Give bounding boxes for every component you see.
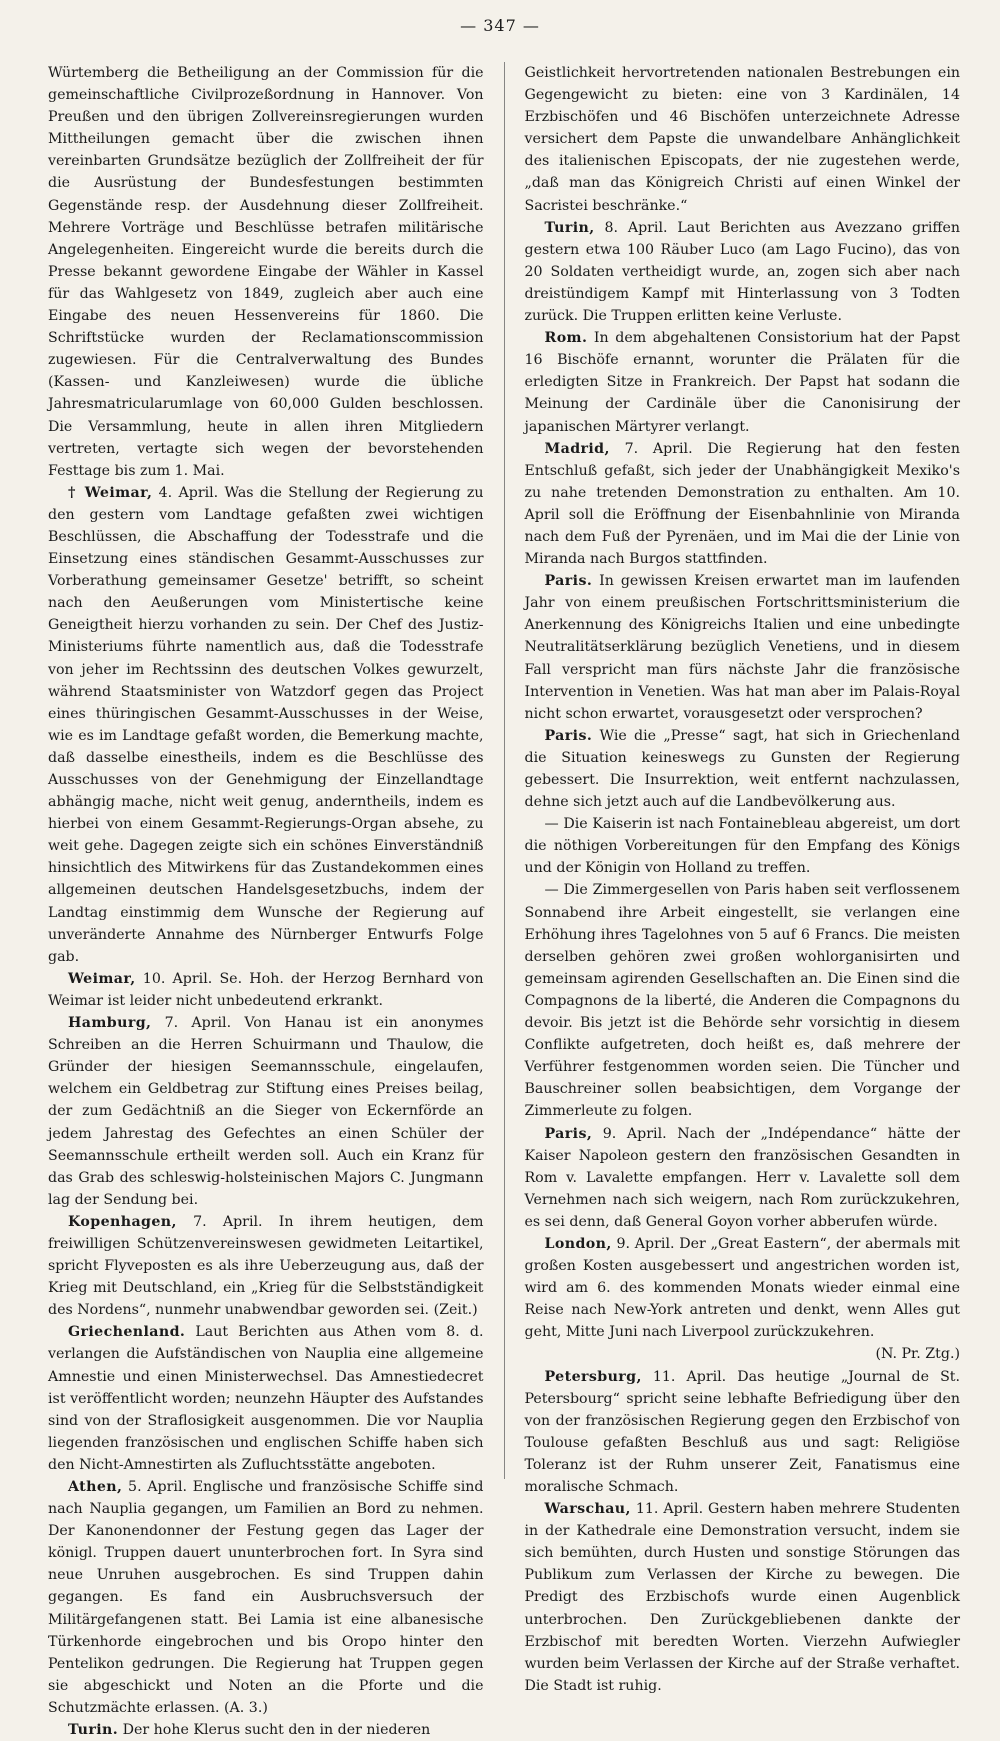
- paragraph-text: Laut Berichten aus Athen vom 8. d. verlangen die Aufständischen von Nauplia eine allgemeine Amnestie und einen Ministerwechsel. Das Amnestiedecret ist veröffentlicht worden; neunzehn Häupter des Aufstandes sind von der Straflosigkeit ausgenommen. Die vor Nauplia liegenden französischen und englischen Schiffe haben sich den Nicht-Amnestirten als Zufluchtsstätte angeboten.: [48, 1324, 484, 1473]
- news-paragraph: [525, 1123, 961, 1233]
- paragraph-text: 9. April. Nach der „Indépendance“ hätte der Kaiser Napoleon gestern den französischen Gesandten in Rom v. Lavalette empfangen. Herr v. Lavalette soll dem Vernehmen nach sich weigern, nach Rom zurückzukehren, es sei denn, daß General Goyon vorher abberufen würde.: [524, 1125, 960, 1230]
- paragraph-text: 11. April. Gestern haben mehrere Studenten in der Kathedrale eine Demonstration versucht, indem sie sich bemühten, durch Husten und sonstige Störungen das Publikum zum Verlassen der Kirche zu bewegen. Die Predigt des Erzbischofs wurde einen Augenblick unterbrochen. Den Zurückgebliebenen dankte der Erzbischof mit beredten Worten. Vierzehn Aufwiegler wurden beim Verlassen der Kirche auf der Straße verhaftet. Die Stadt ist ruhig.: [524, 1501, 960, 1694]
- dateline: Rom.: [544, 330, 588, 347]
- paragraph-text: (N. Pr. Ztg.): [875, 1346, 960, 1363]
- paragraph-text: 7. April. Von Hanau ist ein anonymes Schreiben an die Herren Schuirmann und Thaulow, die Gründer der hiesigen Seemannsschule, eingelaufen, welchem ein Geldbetrag zur Stiftung eines Preises beilag, der zum Gedächtniß an die Sieger von Eckernförde an jedem Jahrestag des Gefechtes an einen Schüler der Seemannsschule ertheilt werden soll. Auch ein Kranz für das Grab des schleswig-holsteinischen Majors C. Jungmann lag der Sendung bei.: [48, 1015, 484, 1208]
- dateline: Madrid,: [544, 440, 610, 457]
- news-paragraph: [525, 327, 961, 437]
- paragraph-text: — Die Zimmergesellen von Paris haben seit verflossenem Sonnabend ihre Arbeit eingestellt, sie verlangen eine Erhöhung ihres Tagelohnes von 5 auf 6 Francs. Die meisten derselben gehören zwei großen wohlorganisirten und gemeinsam agirenden Gesellschaften an. Die Einen sind die Compagnons de la liberté, die Anderen die Compagnons du devoir. Bis jetzt ist die Behörde sehr vorsichtig in diesem Conflikte aufgetreten, doch heißt es, daß mehrere der Verführer festgenommen worden seien. Die Tüncher und Bauschreiner sollen beabsichtigen, dem Vorgange der Zimmerleute zu folgen.: [524, 882, 960, 1120]
- news-paragraph: [48, 482, 484, 968]
- news-paragraph: [525, 1498, 961, 1697]
- paragraph-text: In dem abgehaltenen Consistorium hat der Papst 16 Bischöfe ernannt, worunter die Prälaten für die erledigten Sitze in Frankreich. Der Papst hat sodann die Meinung der Cardinäle über die Canonisirung der japanischen Märtyrer verlangt.: [524, 330, 960, 435]
- paragraph-text: Der hohe Klerus sucht den in der niederen: [118, 1722, 431, 1739]
- news-paragraph: [48, 62, 484, 482]
- paragraph-text: Wie die „Presse“ sagt, hat sich in Griechenland die Situation keineswegs zu Gunsten der Regierung gebessert. Die Insurrektion, weit entfernt nachzulassen, dehne sich jetzt auch auf die Landbevölkerung aus.: [524, 727, 960, 811]
- paragraph-text: 9. April. Der „Great Eastern“, der abermals mit großen Kosten ausgebessert und angestrichen worden ist, wird am 6. des kommenden Monats wieder einmal eine Reise nach New-York antreten und denkt, wenn Alles gut geht, Mitte Juni nach Liverpool zurückzukehren.: [524, 1235, 960, 1341]
- news-paragraph: [48, 1012, 484, 1211]
- news-paragraph: [525, 813, 961, 879]
- paragraph-text: 8. April. Laut Berichten aus Avezzano griffen gestern etwa 100 Räuber Luco (am Lago Fucino), das von 20 Soldaten vertheidigt wurde, an, zogen sich aber nach dreistündigem Kampf mit Hinterlassung von 3 Todten zurück. Die Truppen erlitten keine Verluste.: [524, 219, 960, 325]
- news-paragraph: [525, 438, 961, 571]
- paragraph-text: Geistlichkeit hervortretenden nationalen Bestrebungen ein Gegengewicht zu bieten: eine von 3 Kardinälen, 14 Erzbischöfen und 46 Bischöfen unterzeichnete Adresse versichert dem Papste die unwandelbare Anhänglichkeit des italienischen Episcopats, der nie zugestehen werde, „daß man das Königreich Christi auf einen Winkel der Sacristei beschränke.“: [524, 65, 960, 214]
- paragraph-text: Würtemberg die Betheiligung an der Commission für die gemeinschaftliche Civilprozeßordnung in Hannover. Von Preußen und den übrigen Zollvereinsregierungen wurden Mittheilungen gemacht über die zwischen ihnen vereinbarten Grundsätze bezüglich der Zollfreiheit der für die Ausrüstung der Bundesfestungen bestimmten Gegenstände resp. der Ausdehnung dieser Zollfreiheit. Mehrere Vorträge und Beschlüsse betrafen militärische Angelegenheiten. Eingereicht wurde die bereits durch die Presse bekannt gewordene Eingabe der Wähler in Kassel für das Wahlgesetz von 1849, zugleich aber auch eine Eingabe des neuen Hessenvereins für 1860. Die Schriftstücke wurden der Reclamationscommission zugewiesen. Für die Centralverwaltung des Bundes (Kassen- und Kanzleiwesen) wurde die übliche Jahresmatricularumlage von 60,000 Gulden beschlossen. Die Versammlung, heute in allen ihren Mitgliedern vertreten, vertagte sich wegen der bevorstehenden Festtage bis zum 1. Mai.: [48, 65, 484, 479]
- news-paragraph: [525, 62, 961, 217]
- paragraph-text: 4. April. Was die Stellung der Regierung zu den gestern vom Landtage gefaßten zwei wichtigen Beschlüssen, die Abschaffung der Todesstrafe und die Einsetzung eines ständischen Gesammt-Ausschusses zur Vorberathung gemeinsamer Gesetze' betrifft, so scheint nach den Aeußerungen vom Ministertische keine Geneigtheit hierzu vorhanden zu sein. Der Chef des Justiz-Ministeriums führte namentlich aus, daß die Todesstrafe von jeher im Rechtssinn des deutschen Volkes gewurzelt, während Staatsminister von Watzdorf gegen das Project eines thüringischen Gesammt-Ausschusses in der Weise, wie es im Landtage gefaßt worden, die Bemerkung machte, daß dasselbe einestheils, indem es die Beschlüsse des Ausschusses von der Genehmigung der Einzellandtage abhängig mache, nicht weit genug, anderntheils, indem es hierbei von einem Gesammt-Regierungs-Organ absehe, zu weit gehe. Dagegen zeigte sich ein schönes Einverständniß hinsichtlich des Mitwirkens für das Zustandekommen eines allgemeinen deutschen Handelsgesetzbuchs, indem der Landtag einstimmig dem Wunsche der Regierung auf unveränderte Annahme des Nürnberger Entwurfs Folge gab.: [48, 484, 484, 965]
- dateline: Weimar,: [68, 970, 136, 987]
- news-paragraph: [48, 968, 484, 1012]
- dateline: Athen,: [68, 1479, 123, 1495]
- news-paragraph: [525, 1366, 961, 1499]
- dateline: Warschau,: [544, 1501, 631, 1518]
- paragraph-text: 11. April. Das heutige „Journal de St. Petersbourg“ spricht seine lebhafte Befriedigung über den von der französischen Regierung gegen den Erzbischof von Toulouse gefaßten Beschluß aus und sagt: Religiöse Toleranz ist der Ruhm unserer Zeit, Fanatismus eine moralische Schmach.: [524, 1368, 960, 1495]
- article-columns: [48, 62, 960, 1739]
- column-divider: [504, 62, 505, 1479]
- left-column: [48, 62, 484, 1739]
- news-paragraph: [525, 217, 961, 327]
- news-paragraph: [525, 1343, 961, 1365]
- dateline: Turin.: [68, 1722, 119, 1739]
- paragraph-text: — Die Kaiserin ist nach Fontainebleau abgereist, um dort die nöthigen Vorbereitungen für den Empfang des Königs und der Königin von Holland zu treffen.: [524, 816, 960, 877]
- dateline: Paris.: [544, 727, 593, 744]
- paragraph-text: In gewissen Kreisen erwartet man im laufenden Jahr von einem preußischen Fortschrittsministerium die Anerkennung des Königreichs Italien und eine unbedingte Neutralitätserklärung bezüglich Venetiens, und in diesem Fall verspricht man fürs nächste Jahr die französische Intervention in Venetien. Was hat man aber im Palais-Royal nicht schon erwartet, vorausgesetzt oder versprochen?: [524, 573, 960, 722]
- news-paragraph: [48, 1321, 484, 1476]
- dateline: Paris.: [544, 573, 593, 590]
- news-paragraph: [525, 1233, 961, 1343]
- paragraph-text: 5. April. Englische und französische Schiffe sind nach Nauplia gegangen, um Familien an Bord zu nehmen. Der Kanonendonner der Festung gegen das Lager der königl. Truppen dauert ununterbrochen fort. In Syra sind neue Unruhen ausgebrochen. Es sind Truppen dahin gegangen. Es fand ein Ausbruchsversuch der Militärgefangenen statt. Bei Lamia ist eine albanesische Türkenhorde eingebrochen und bis Oropo hinter den Pentelikon gedrungen. Die Regierung hat Truppen gegen sie abgeschickt und Noten an die Pforte und die Schutzmächte erlassen. (A. 3.): [48, 1479, 484, 1716]
- dateline: Turin,: [544, 219, 595, 236]
- dateline: Petersburg,: [544, 1368, 642, 1385]
- dateline: † Weimar,: [68, 484, 153, 501]
- dateline: Hamburg,: [68, 1015, 152, 1032]
- news-paragraph: [525, 570, 961, 725]
- dateline: Paris,: [544, 1125, 593, 1142]
- paragraph-text: 7. April. Die Regierung hat den festen Entschluß gefaßt, sich jeder der Unabhängigkeit Mexiko's zu nahe tretenden Demonstration zu enthalten. Am 10. April soll die Eröffnung der Eisenbahnlinie von Miranda nach dem Fuß der Pyrenäen, und im Mai die der Linie von Miranda nach Burgos stattfinden.: [524, 440, 960, 568]
- dateline: London,: [544, 1235, 612, 1252]
- dateline: Kopenhagen,: [68, 1213, 177, 1230]
- page-number: — 347 —: [460, 16, 540, 35]
- right-column: [524, 62, 961, 1694]
- dateline: Griechenland.: [68, 1324, 186, 1341]
- paragraph-text: 7. April. In ihrem heutigen, dem freiwilligen Schützenvereinswesen gewidmeten Leitartikel, spricht Flyveposten es als ihre Ueberzeugung aus, daß der Krieg mit Deutschland, ein „Krieg für die Selbstständigkeit des Nordens“, nunmehr unabwendbar geworden sei. (Zeit.): [48, 1213, 484, 1319]
- news-paragraph: [48, 1476, 484, 1719]
- paragraph-text: 10. April. Se. Hoh. der Herzog Bernhard von Weimar ist leider nicht unbedeutend erkrankt.: [48, 970, 484, 1009]
- news-paragraph: [48, 1211, 484, 1321]
- news-paragraph: [48, 1719, 484, 1741]
- news-paragraph: [525, 879, 961, 1122]
- news-paragraph: [525, 725, 961, 813]
